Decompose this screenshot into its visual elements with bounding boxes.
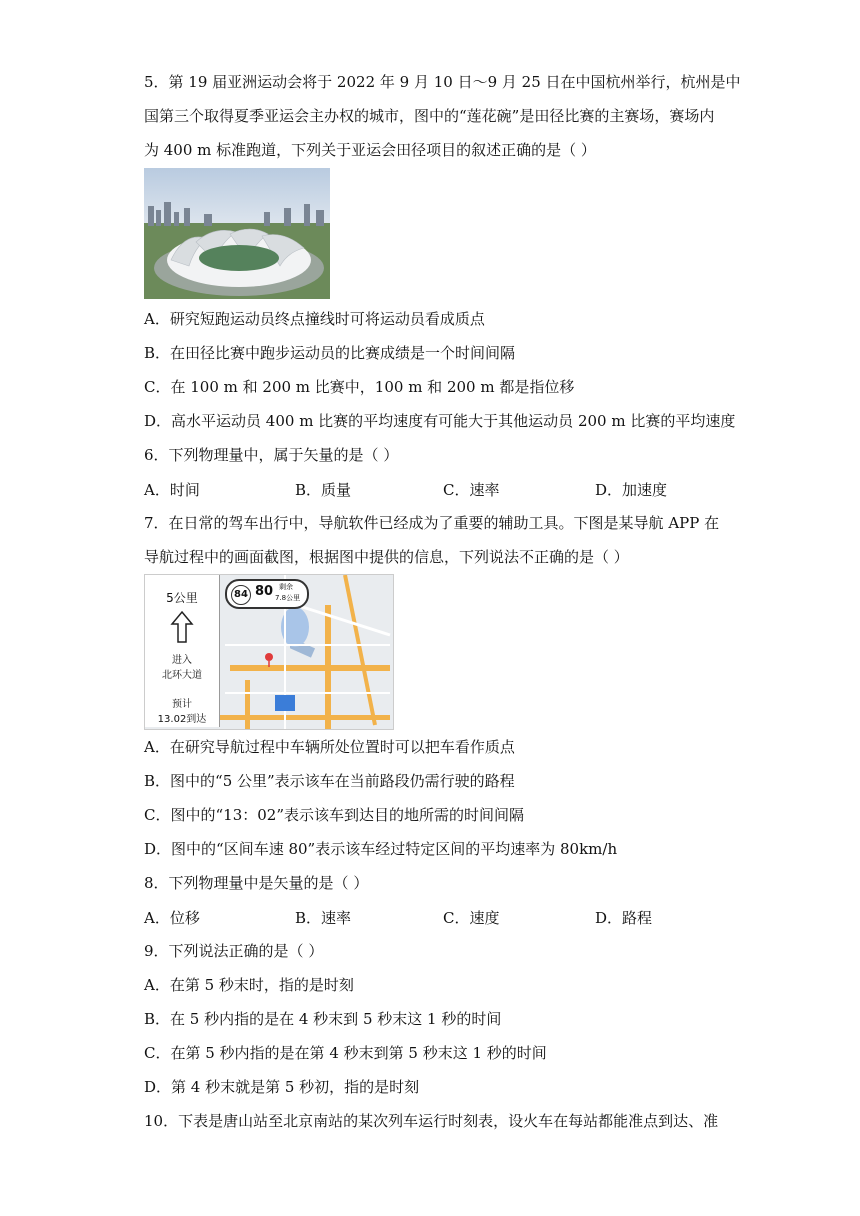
remain-label: 剩余 [279,583,293,591]
arrow-up-icon [145,610,219,647]
navigation-screenshot [144,574,394,730]
q5-stem-line-3: 为 400 m 标准跑道，下列关于亚运会田径项目的叙述正确的是（ ） [144,141,596,159]
stadium-photo [144,168,330,299]
nav-eta: 13.02到达 [157,714,207,725]
q7-option-a: A．在研究导航过程中车辆所处位置时可以把车看作质点 [144,738,515,756]
q8-option-b: B．速率 [295,909,352,927]
q5-stem-line-1: 5．第 19 届亚洲运动会将于 2022 年 9 月 10 日～9 月 25 日在中国杭州举行，杭州是中 [144,73,741,91]
q6-option-d: D．加速度 [595,481,668,499]
q7-stem-line-2: 导航过程中的画面截图，根据图中提供的信息，下列说法不正确的是（ ） [144,548,629,566]
q5-option-c: C．在 100 m 和 200 m 比赛中，100 m 和 200 m 都是指位移 [144,378,575,396]
q6-option-a: A．时间 [144,481,200,499]
remain-distance: 7.8公里 [275,594,301,602]
q5-option-a: A．研究短跑运动员终点撞线时可将运动员看成质点 [144,310,485,328]
q8-stem: 8．下列物理量中是矢量的是（ ） [144,874,369,892]
q8-option-a: A．位移 [144,909,200,927]
nav-distance: 5公里 [166,591,198,605]
speed-badge [225,579,309,609]
q8-option-c: C．速度 [443,909,500,927]
nav-eta-label: 预计 [172,699,192,710]
q9-option-c: C．在第 5 秒内指的是在第 4 秒末到第 5 秒末这 1 秒的时间 [144,1044,547,1062]
q9-option-b: B．在 5 秒内指的是在 4 秒末到 5 秒末这 1 秒的时间 [144,1010,502,1028]
q7-stem-line-1: 7．在日常的驾车出行中，导航软件已经成为了重要的辅助工具。下图是某导航 APP 在 [144,514,720,532]
section-speed: 80 [255,584,274,599]
turn-instruction-panel [145,575,220,727]
q5-stem-line-2: 国第三个取得夏季亚运会主办权的城市，图中的“莲花碗”是田径比赛的主赛场，赛场内 [144,107,715,125]
q7-option-c: C．图中的“13：02”表示该车到达目的地所需的时间间隔 [144,806,524,824]
q7-option-b: B．图中的“5 公里”表示该车在当前路段仍需行驶的路程 [144,772,515,790]
speed-limit: 84 [231,585,251,605]
q6-stem: 6．下列物理量中，属于矢量的是（ ） [144,446,399,464]
nav-enter: 进入 [172,655,192,666]
q9-option-a: A．在第 5 秒末时，指的是时刻 [144,976,354,994]
q5-option-d: D．高水平运动员 400 m 比赛的平均速度有可能大于其他运动员 200 m 比赛的平均速度 [144,412,736,430]
q7-option-d: D．图中的“区间车速 80”表示该车经过特定区间的平均速率为 80km/h [144,840,618,858]
q8-option-d: D．路程 [595,909,653,927]
nav-road: 北环大道 [162,670,202,681]
q6-option-c: C．速率 [443,481,500,499]
q5-option-b: B．在田径比赛中跑步运动员的比赛成绩是一个时间间隔 [144,344,516,362]
q9-stem: 9．下列说法正确的是（ ） [144,942,324,960]
q6-option-b: B．质量 [295,481,352,499]
q10-stem: 10．下表是唐山站至北京南站的某次列车运行时刻表，设火车在每站都能准点到达、准 [144,1112,719,1130]
q9-option-d: D．第 4 秒末就是第 5 秒初，指的是时刻 [144,1078,420,1096]
